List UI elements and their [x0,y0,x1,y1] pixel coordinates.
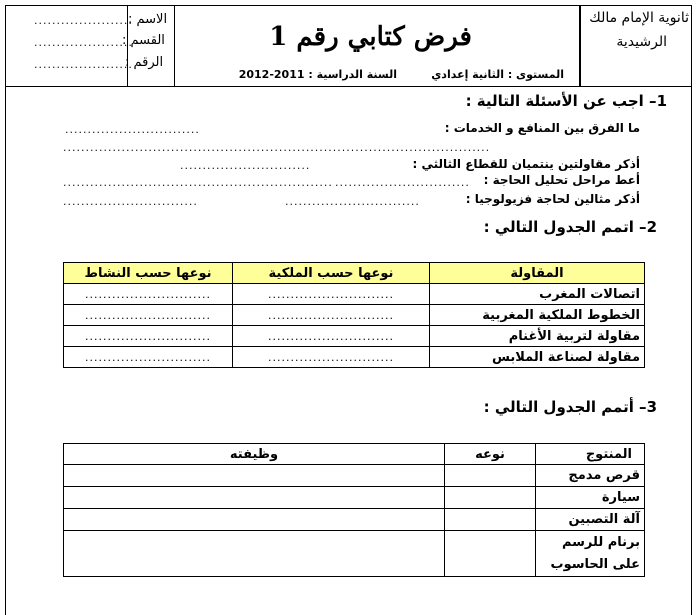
table-row [64,531,645,577]
q3-product-name: سيارة [536,487,645,509]
q2-col-activity: نوعها حسب النشاط [64,263,233,284]
q1-item-1: ما الفرق بين المنافع و الخدمات : [444,121,640,135]
q3-header-row [64,444,645,465]
q2-col-company: المقاولة [430,263,645,284]
q3-type-cell[interactable] [445,487,536,509]
q1-answer-4a[interactable]: .............................. [285,195,420,208]
q3-type-cell[interactable] [445,465,536,487]
q1-answer-2[interactable]: ............................. [180,159,311,172]
table-row [64,284,645,305]
q2-ownership-cell[interactable]: ............................ [233,305,430,326]
page-title: فرض كتابي رقم 1 [269,22,472,52]
name-field[interactable]: ...................... [34,14,133,27]
year-label: السنة الدراسية : 2011-2012 [238,68,397,81]
q2-company-name: اتصالات المغرب [430,284,645,305]
q3-col-product: المنتوج [536,444,645,465]
table-row [64,465,645,487]
q1-item-4: أذكر مثالين لحاجة فزيولوجيا : [465,192,640,206]
q2-company-name: الخطوط الملكية المغربية [430,305,645,326]
number-field[interactable]: ...................... [34,58,133,71]
q3-type-cell[interactable] [445,509,536,531]
table-row [64,487,645,509]
q2-ownership-cell[interactable]: ............................ [233,347,430,368]
q1-answer-1a[interactable]: .............................. [65,123,200,136]
q1-item-3: أعط مراحل تحليل الحاجة : [483,173,640,187]
table-row [64,305,645,326]
q3-function-cell[interactable] [64,487,445,509]
q3-product-name: برنام للرسم على الحاسوب [536,531,645,577]
q1-answer-3a[interactable]: .............................. [335,176,470,189]
q2-activity-cell[interactable]: ............................ [64,284,233,305]
q1-answer-1b[interactable]: ............................................................................................... [63,141,491,154]
q2-activity-cell[interactable]: ............................ [64,347,233,368]
number-label: الرقم : [125,55,164,70]
q2-activity-cell[interactable]: ............................ [64,326,233,347]
q2-activity-cell[interactable]: ............................ [64,305,233,326]
table-row [64,509,645,531]
q3-heading: 3– أتمم الجدول التالي : [483,398,657,416]
school-city: الرشيدية [616,34,667,50]
q2-col-ownership: نوعها حسب الملكية [233,263,430,284]
q2-company-name: مقاولة لتربية الأغنام [430,326,645,347]
q3-col-type: نوعه [445,444,536,465]
name-label: الاسم : [128,12,168,27]
q3-col-function: وظيفته [64,444,445,465]
q2-header-row [64,263,645,284]
table-row [64,326,645,347]
q2-ownership-cell[interactable]: ............................ [233,284,430,305]
level-label: المستوى : الثانية إعدادي [431,68,564,81]
q3-function-cell[interactable] [64,509,445,531]
q3-product-name: قرص مدمج [536,465,645,487]
q2-ownership-cell[interactable]: ............................ [233,326,430,347]
q3-function-cell[interactable] [64,531,445,577]
school-name: ثانوية الإمام مالك [589,10,689,26]
q3-product-name: آلة التصبين [536,509,645,531]
q3-type-cell[interactable] [445,531,536,577]
table-row [64,347,645,368]
q2-heading: 2– اتمم الجدول التالي : [483,218,657,236]
class-field[interactable]: ...................... [34,36,133,49]
q1-answer-3b[interactable]: .............................. [198,176,333,189]
q2-table [63,262,645,368]
class-label: القسم : [122,33,165,48]
q1-answer-3c[interactable]: .............................. [63,176,198,189]
q3-function-cell[interactable] [64,465,445,487]
q1-answer-4b[interactable]: .............................. [63,195,198,208]
q2-company-name: مقاولة لصناعة الملابس [430,347,645,368]
q1-item-2: أذكر مقاولتين ينتميان للقطاع الثالثي : [412,157,640,171]
q3-table [63,443,645,577]
q1-heading: 1– اجب عن الأسئلة التالية : [465,92,667,110]
